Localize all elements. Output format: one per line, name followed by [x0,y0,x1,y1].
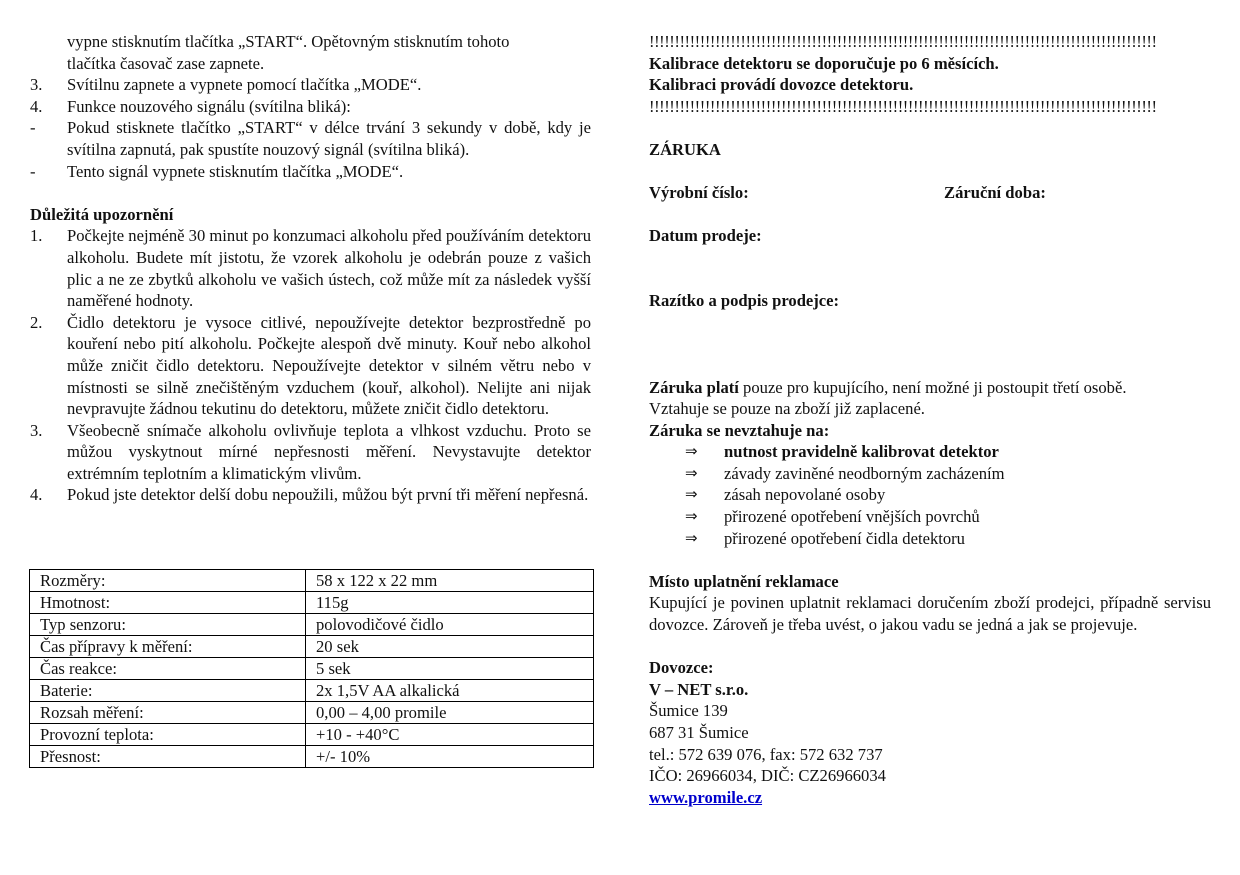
spec-value: 0,00 – 4,00 promile [306,702,594,724]
arrow-icon: ⇒ [685,442,698,461]
usage-text: Tento signál vypnete stisknutím tlačítka „MODE“. [67,161,404,181]
table-row [30,658,594,680]
warranty-valid-bold: Záruka platí [649,377,739,397]
usage-marker: 3. [30,75,43,95]
spec-label: Čas přípravy k měření: [30,636,306,658]
warning-text: Počkejte nejméně 30 minut po konzumaci alkoholu před používáním detektoru alkoholu. Budete mít jistotu, že vzorek alkoholu je odebrán pouze z vašich plic a ne ze zbytků alkoholu ve vašich ústech, což může mít za následek vyšší naměřené hodnoty. [67,226,591,311]
warranty-period-label: Záruční doba: [944,183,1046,203]
warranty-valid-line [649,377,1211,399]
table-row [30,724,594,746]
spec-label: Typ senzoru: [30,614,306,636]
warnings-heading: Důležitá upozornění [30,204,174,224]
table-row [30,570,594,592]
spec-value: +10 - +40°C [306,724,594,746]
spec-label: Přesnost: [30,746,306,768]
not-covered-text: závady zaviněné neodborným zacházením [724,463,1005,483]
warning-marker: 4. [30,485,43,505]
importer-heading: Dovozce: [649,658,714,678]
importer-address-2: 687 31 Šumice [649,723,749,742]
table-row [30,680,594,702]
warning-text: Čidlo detektoru je vysoce citlivé, nepoužívejte detektor bezprostředně po kouření nebo pití alkoholu. Počkejte alespoň dvě minuty. Kouř nebo alkohol může zničit čidlo detektoru. Nepoužívejte detektor v silném větru nebo v místnosti se silně znečištěným vzduchem (kouř, alkohol). Nelijte ani nijak nevpravujte žádnou tekutinu do detektoru, můžete zničit čidlo detektoru. [67,312,591,419]
specs-table [29,569,594,768]
intro-line-2: tlačítka časovač zase zapnete. [67,53,265,73]
usage-text: Pokud stisknete tlačítko „START“ v délce trvání 3 sekundy v době, kdy je svítilna zapnutá, pak spustíte nouzový signál (svítilna bliká). [67,118,591,159]
list-item [649,506,1211,528]
table-row [30,592,594,614]
list-item [649,441,1211,463]
warranty-valid-line-2: Vztahuje se pouze na zboží již zaplacené. [649,399,925,419]
intro-line-1: vypne stisknutím tlačítka „START“. Opětovným stisknutím tohoto [67,32,510,51]
usage-marker: - [30,118,36,138]
spec-label: Hmotnost: [30,592,306,614]
stamp-signature-label: Razítko a podpis prodejce: [649,291,840,311]
usage-text: Funkce nouzového signálu (svítilna bliká): [67,96,351,116]
importer-ids: IČO: 26966034, DIČ: CZ26966034 [649,766,886,786]
usage-marker: 4. [30,96,43,116]
warning-marker: 2. [30,312,43,332]
not-covered-text: nutnost pravidelně kalibrovat detektor [724,442,999,462]
not-covered-text: přirozené opotřebení čidla detektoru [724,528,965,548]
table-row [30,636,594,658]
spec-label: Baterie: [30,680,306,702]
list-item [649,528,1211,550]
spec-value: polovodičové čidlo [306,614,594,636]
not-covered-heading: Záruka se nevztahuje na: [649,420,830,440]
importer-address-1: Šumice 139 [649,701,728,721]
spec-value: 20 sek [306,636,594,658]
exclamation-line-top: !!!!!!!!!!!!!!!!!!!!!!!!!!!!!!!!!!!!!!!!!!!!!!!!!!!!!!!!!!!!!!!!!!!!!!!!!!!!!!!!!!!!!!!!!!!!!!!!!!!! [649,32,1157,51]
calibration-note-2: Kalibraci provádí dovozce detektoru. [649,75,914,95]
warning-item [30,225,591,311]
usage-item [30,161,591,183]
sale-date-label: Datum prodeje: [649,226,762,246]
warning-item [30,312,591,420]
warning-marker: 3. [30,420,43,440]
usage-item [30,74,591,96]
table-row [30,746,594,768]
spec-value: 2x 1,5V AA alkalická [306,680,594,702]
spec-value: 5 sek [306,658,594,680]
warranty-fields [649,182,1211,204]
not-covered-text: přirozené opotřebení vnějších povrchů [724,507,980,527]
exclamation-line-bottom: !!!!!!!!!!!!!!!!!!!!!!!!!!!!!!!!!!!!!!!!!!!!!!!!!!!!!!!!!!!!!!!!!!!!!!!!!!!!!!!!!!!!!!!!!!!!!!!!!!!! [649,96,1157,116]
arrow-icon: ⇒ [685,528,698,547]
usage-item [30,96,591,118]
usage-text: Svítilnu zapnete a vypnete pomocí tlačítka „MODE“. [67,75,422,95]
list-item [649,484,1211,506]
spec-label: Rozměry: [30,570,306,592]
warning-marker: 1. [30,226,43,246]
usage-item [30,117,591,160]
importer-phone: tel.: 572 639 076, fax: 572 632 737 [649,744,883,764]
usage-marker: - [30,161,36,181]
right-column [649,31,1211,808]
website-link[interactable]: www.promile.cz [649,787,763,807]
claim-text: Kupující je povinen uplatnit reklamaci doručením zboží prodejci, případně servisu dovozce. Zároveň je třeba uvést, o jakou vadu se jedná a jak se projevuje. [649,593,1211,635]
warranty-valid-rest: pouze pro kupujícího, není možné ji postoupit třetí osobě. [738,377,1127,397]
left-column [30,31,591,506]
arrow-icon: ⇒ [685,485,698,504]
spec-value: 58 x 122 x 22 mm [306,570,594,592]
serial-number-label: Výrobní číslo: [649,183,749,203]
warning-text: Pokud jste detektor delší dobu nepoužili, můžou být první tři měření nepřesná. [67,485,589,505]
table-row [30,702,594,724]
importer-name: V – NET s.r.o. [649,679,749,699]
spec-value: +/- 10% [306,746,594,768]
spec-label: Provozní teplota: [30,724,306,746]
claim-heading: Místo uplatnění reklamace [649,571,839,591]
list-item [649,463,1211,485]
warning-item [30,484,591,506]
arrow-icon: ⇒ [685,507,698,526]
table-row [30,614,594,636]
not-covered-text: zásah nepovolané osoby [724,485,886,505]
warning-text: Všeobecně snímače alkoholu ovlivňuje teplota a vlhkost vzduchu. Proto se můžou vyskytnout mírné nepřesnosti měření. Nevystavujte detektor extrémním teplotním a klimatickým vlivům. [67,420,591,483]
spec-label: Rozsah měření: [30,702,306,724]
spec-value: 115g [306,592,594,614]
calibration-note-1: Kalibrace detektoru se doporučuje po 6 měsících. [649,53,999,73]
warranty-heading: ZÁRUKA [649,139,721,159]
spec-label: Čas reakce: [30,658,306,680]
arrow-icon: ⇒ [685,463,698,482]
warning-item [30,420,591,485]
